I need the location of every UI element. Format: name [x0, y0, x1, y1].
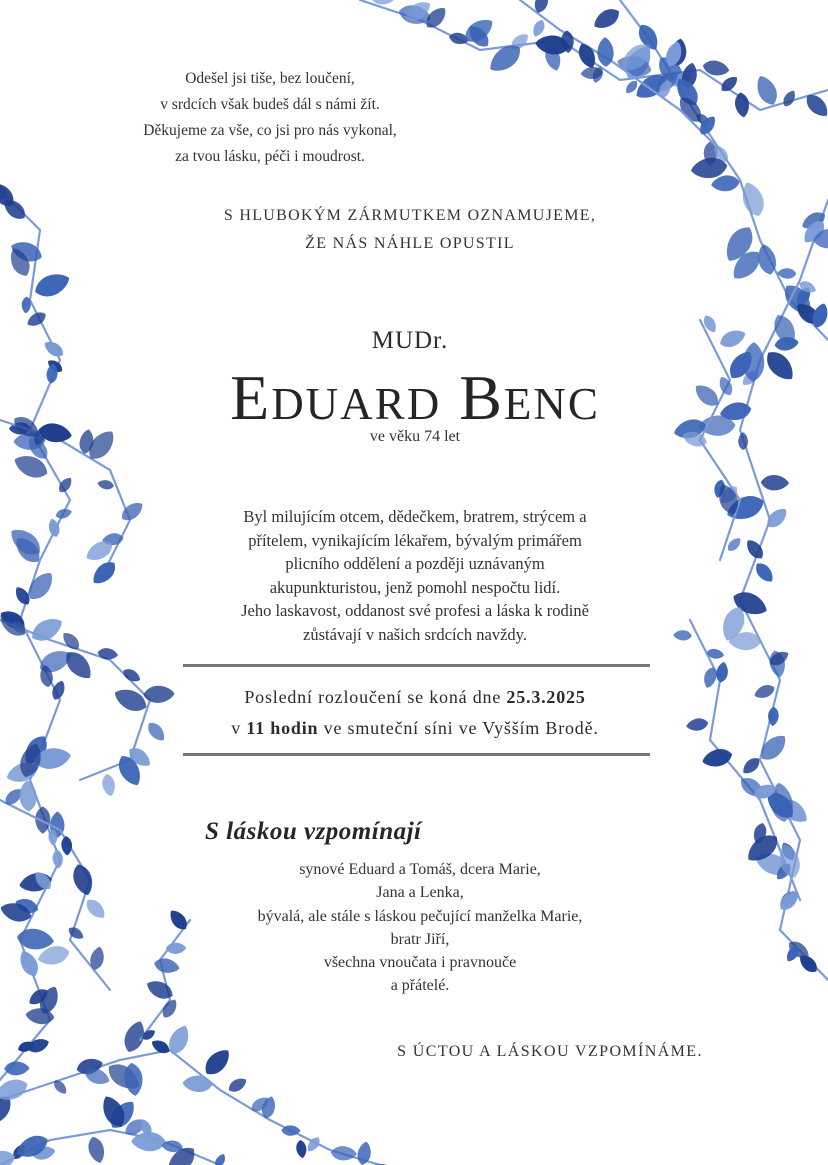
biography-line: Jeho laskavost, oddanost své profesi a láska k rodině [241, 601, 589, 620]
ceremony-line-1 [170, 682, 660, 713]
biography [175, 505, 655, 646]
ceremony-prefix: Poslední rozloučení se koná dne [244, 687, 507, 707]
ceremony-prefix-2: v [231, 718, 247, 738]
biography-line: akupunkturistou, jenž pomohl nespočtu lidí. [269, 577, 561, 597]
deceased-age: ve věku 74 let [369, 428, 461, 445]
poem-line: Děkujeme za vše, co jsi pro nás vykonal, [143, 122, 397, 139]
divider-top [183, 664, 650, 667]
deceased-title: MUDr. [371, 327, 449, 354]
mourner-line: Jana a Lenka, [376, 884, 464, 902]
poem-line: Odešel jsi tiše, bez loučení, [185, 70, 355, 87]
memorial-heading: S láskou vzpomínají [205, 818, 422, 845]
poem-line: za tvou lásku, péči i moudrost. [175, 148, 365, 165]
mourners-list [175, 858, 665, 998]
divider-bottom [183, 753, 650, 756]
ceremony-info [170, 682, 660, 744]
biography-line: plicního oddělení a později uznávaným [285, 554, 545, 573]
closing-line: S ÚCTOU A LÁSKOU VZPOMÍNÁME. [397, 1043, 703, 1060]
poem-line: v srdcích však budeš dál s námi žít. [160, 96, 380, 113]
announcement [150, 202, 670, 258]
mourner-line: a přátelé. [390, 977, 450, 995]
poem [40, 66, 500, 170]
mourner-line: bratr Jiří, [390, 930, 450, 948]
biography-line: přítelem, vynikajícím lékařem, bývalým primářem [248, 530, 582, 550]
announcement-line: ŽE NÁS NÁHLE OPUSTIL [305, 235, 515, 252]
deceased-name: Eduard Benc [230, 362, 600, 433]
mourner-line: všechna vnoučata i pravnouče [323, 954, 517, 972]
ceremony-time: 11 hodin [246, 718, 319, 738]
ceremony-date: 25.3.2025 [506, 687, 586, 707]
biography-line: zůstávají v našich srdcích navždy. [303, 624, 527, 644]
ceremony-line-2 [170, 713, 660, 744]
mourner-line: synové Eduard a Tomáš, dcera Marie, [299, 861, 541, 878]
biography-line: Byl milujícím otcem, dědečkem, bratrem, strýcem a [243, 507, 587, 526]
mourner-line: bývalá, ale stále s láskou pečující manželka Marie, [257, 907, 583, 925]
announcement-line: S HLUBOKÝM ZÁRMUTKEM OZNAMUJEME, [223, 207, 597, 224]
ceremony-place: ve smuteční síni ve Vyšším Brodě. [318, 718, 599, 738]
